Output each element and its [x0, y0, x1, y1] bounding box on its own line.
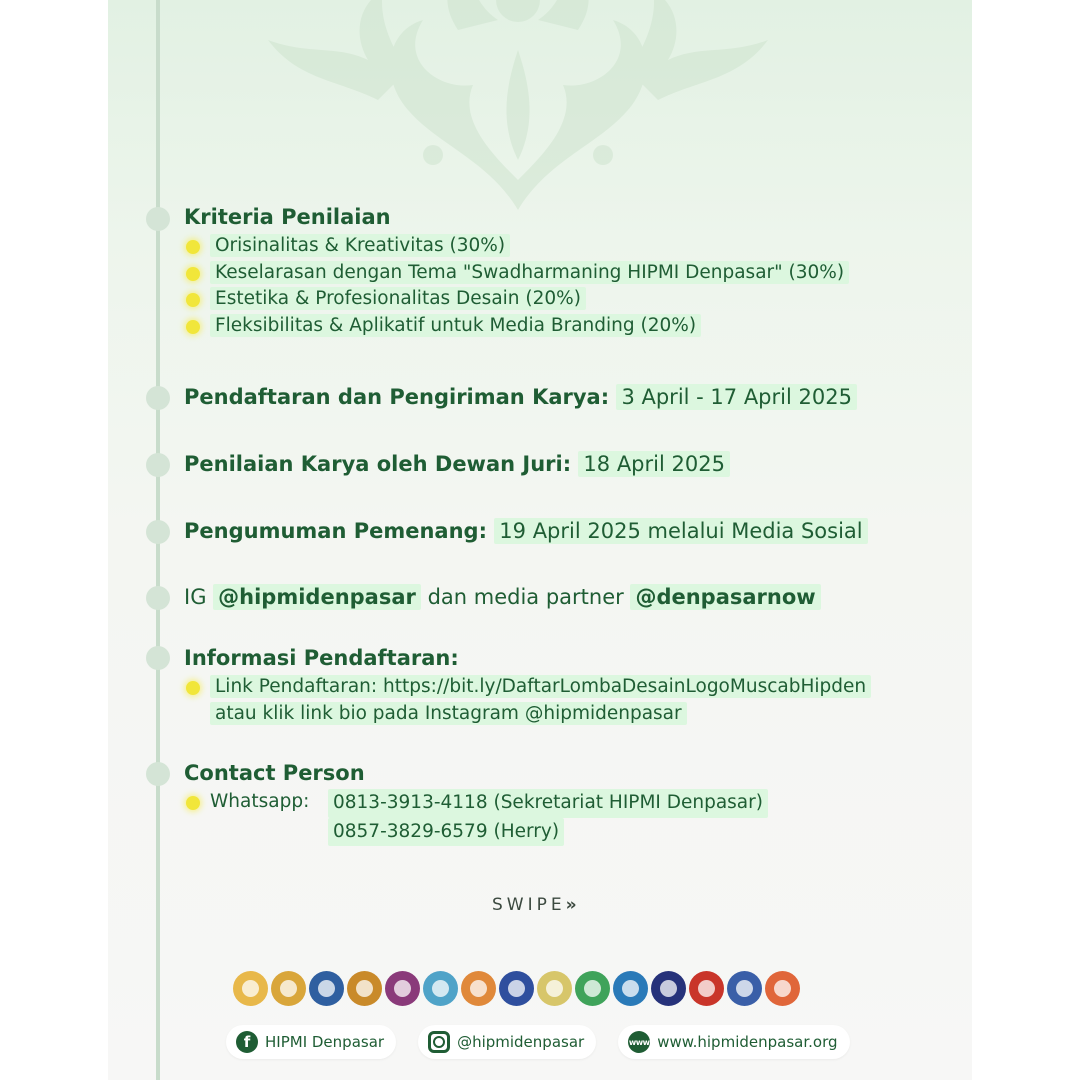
list-item: [184, 818, 768, 847]
facebook-link[interactable]: f HIPMI Denpasar: [226, 1025, 396, 1059]
partner-logo: [651, 971, 686, 1006]
partner-logo: [765, 971, 800, 1006]
list-item: [184, 701, 871, 728]
instagram-handle[interactable]: @hipmidenpasar: [213, 584, 421, 610]
whatsapp-label: Whatsapp:: [210, 791, 310, 812]
informasi-list: [184, 674, 871, 727]
contact-section: [184, 759, 768, 846]
partner-logo: [613, 971, 648, 1006]
list-item: Estetika & Profesionalitas Desain (20%): [184, 286, 849, 313]
facebook-icon: f: [236, 1031, 258, 1053]
bullet-dot: [186, 240, 200, 254]
partner-logo: [309, 971, 344, 1006]
double-chevron-right-icon: ››: [565, 895, 574, 915]
schedule-label: Penilaian Karya oleh Dewan Juri:: [184, 452, 572, 476]
partner-logo: [347, 971, 382, 1006]
timeline-node: [146, 762, 170, 786]
timeline-node: [146, 207, 170, 231]
bullet-dot: [186, 267, 200, 281]
timeline-node: [146, 386, 170, 410]
partner-logo: [499, 971, 534, 1006]
partner-logo: [461, 971, 496, 1006]
bullet-dot: [186, 681, 200, 695]
informasi-title: Informasi Pendaftaran:: [184, 646, 459, 670]
website-link[interactable]: www www.hipmidenpasar.org: [618, 1025, 849, 1059]
kriteria-section: [184, 203, 849, 339]
partner-logo: [689, 971, 724, 1006]
social-links: [226, 1025, 850, 1059]
www-icon: www: [628, 1031, 650, 1053]
schedule-value: 3 April - 17 April 2025: [616, 384, 856, 410]
partner-logo: [271, 971, 306, 1006]
floral-ornament-icon: [258, 0, 778, 220]
partner-logo: [233, 971, 268, 1006]
contact-title: Contact Person: [184, 761, 365, 785]
list-item: [184, 789, 768, 818]
list-item: Link Pendaftaran: https://bit.ly/DaftarLombaDesainLogoMuscabHipden: [184, 674, 871, 701]
informasi-section: [184, 644, 871, 727]
schedule-announcement: [184, 517, 868, 545]
schedule-value: 18 April 2025: [578, 451, 730, 477]
bullet-dot: [186, 293, 200, 307]
schedule-value: 19 April 2025 melalui Media Sosial: [494, 518, 867, 544]
media-partner-handle[interactable]: @denpasarnow: [630, 584, 820, 610]
timeline-node: [146, 586, 170, 610]
partner-logo: [385, 971, 420, 1006]
bullet-dot: [186, 796, 200, 810]
registration-link[interactable]: https://bit.ly/DaftarLombaDesainLogoMuscabHipden: [383, 676, 867, 697]
partner-logo: [537, 971, 572, 1006]
schedule-label: Pengumuman Pemenang:: [184, 519, 487, 543]
instagram-line: IG @hipmidenpasar dan media partner @denpasarnow: [184, 583, 821, 611]
bullet-dot: [186, 320, 200, 334]
schedule-judging: [184, 450, 730, 478]
link-note: atau klik link bio pada Instagram @hipmidenpasar: [210, 702, 687, 725]
schedule-label: Pendaftaran dan Pengiriman Karya:: [184, 385, 610, 409]
swipe-hint[interactable]: SWIPE››: [492, 895, 574, 915]
phone-number[interactable]: 0857-3829-6579 (Herry): [328, 818, 564, 847]
timeline-node: [146, 453, 170, 477]
poster: [108, 0, 972, 1080]
instagram-icon: [428, 1031, 450, 1053]
schedule-registration: [184, 383, 857, 411]
partner-logo: [423, 971, 458, 1006]
partner-logo: [575, 971, 610, 1006]
list-item: Fleksibilitas & Aplikatif untuk Media Branding (20%): [184, 313, 849, 340]
timeline-node: [146, 520, 170, 544]
list-item: Keselarasan dengan Tema "Swadharmaning HIPMI Denpasar" (30%): [184, 260, 849, 287]
kriteria-list: [184, 233, 849, 339]
phone-number[interactable]: 0813-3913-4118 (Sekretariat HIPMI Denpasar): [328, 789, 768, 818]
kriteria-title: Kriteria Penilaian: [184, 205, 391, 229]
instagram-link[interactable]: @hipmidenpasar: [418, 1025, 596, 1059]
list-item: Orisinalitas & Kreativitas (30%): [184, 233, 849, 260]
timeline-node: [146, 646, 170, 670]
contact-list: [184, 789, 768, 846]
partner-logos: [233, 971, 800, 1006]
partner-logo: [727, 971, 762, 1006]
